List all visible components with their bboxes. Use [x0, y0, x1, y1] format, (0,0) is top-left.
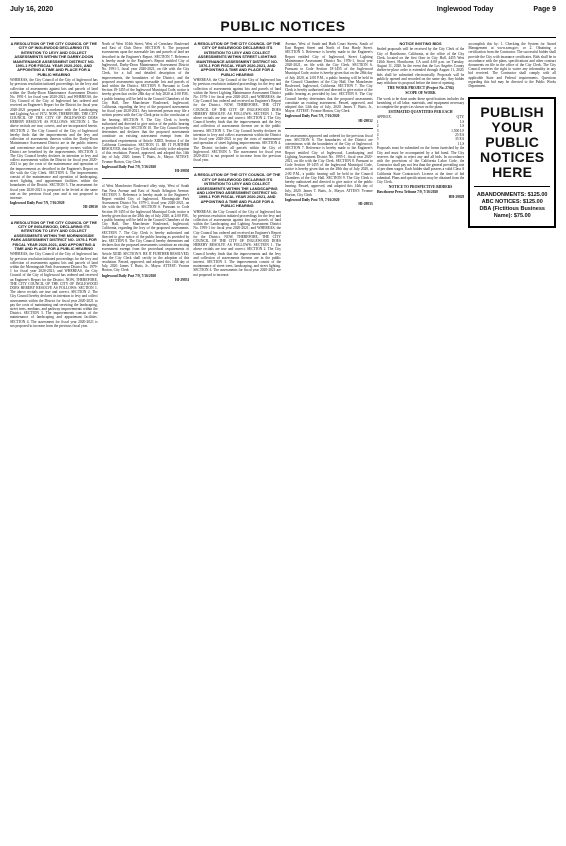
divider: [285, 128, 373, 129]
notice-darby-doon-cont: [102, 42, 190, 173]
notice-code: HI-29831: [174, 277, 190, 282]
publish-notices-ad: [468, 97, 556, 228]
notice-street-lighting-cont: [285, 42, 373, 123]
notice-inviting-bids: [377, 42, 465, 199]
column-3: [193, 42, 281, 842]
page-header: [10, 6, 556, 16]
bidders-heading: NOTICE TO PROSPECTIVE BIDDERS: [388, 185, 453, 190]
notice-body: of West Manchester Boulevard alley strip, West of South Van Ness Avenue and East of South Arlington Avenue. SECTION 5. Reference is hereby made to the Engineer's Report entitled City of Inglewood, Morningside Park Assessment District No. 1979-1, fiscal year 2020-2021, on file with the City Clerk. SECTION 6. Pursuant to Code Section 18-1455 of the Inglewood Municipal Code, notice is hereby given that on the 28th day of July 2020, at 2:00 P.M., a public hearing will be held in the Council Chambers of the City Hall, One Manchester Boulevard, Inglewood, California, regarding the levy of the proposed assessments. SECTION 7. The City Clerk is hereby authorized and directed to give notice of the public hearing as provided by law. SECTION 8. The City Council hereby determines and declares that the proposed assessments constitute an existing assessment exempt from the procedural requirements of Article XIIID. SECTION 9. BE IT FURTHER RESOLVED, that the City Clerk shall certify to the adoption of this resolution. Passed, approved, and adopted this 14th day of July, 2020. James T. Butts, Jr., Mayor. ATTEST: Yvonne Horton, City Clerk: [101, 184, 190, 273]
notice-publication: Hawthorne Press Tribune 7/9, 7/16/2020: [376, 190, 439, 195]
notice-code: HI-29830: [83, 205, 98, 210]
bid-schedule-table: [377, 115, 465, 146]
ad-line: PUBLISH: [480, 104, 544, 121]
notice-landscaping-cont: [285, 134, 373, 206]
price-item: ABANDONMENTS: $125.00: [476, 192, 548, 199]
notice-street-lighting: [193, 42, 281, 162]
notice-code: HI-29832: [358, 118, 373, 123]
price-item: DBA (Fictitious Business Name): $75.00: [479, 206, 545, 220]
column-2: [102, 42, 190, 842]
notice-columns: [10, 42, 556, 842]
notice-morningside-cont: [102, 184, 190, 282]
table-row: 5 35 EA: [376, 137, 465, 142]
publication-name: Inglewood Today: [436, 6, 494, 13]
notice-body: accomplish this by: 1. Checking the System for Award Management at www.sam.gov; or 2. Obtaining a certification from the Contractor. The successful bidder shall provide the City with insurance certificates. Bids shall be in accordance with the plans, specifications and other contract documents on file in the office of the City Clerk. The City Council reserves the right to waive any informality in any bid received. The Contractor shall comply with all applicable State and Federal requirements. Questions regarding this bid may be directed to the Public Works Department.: [468, 42, 556, 89]
notice-publication: Inglewood Daily Post 7/9, 7/16/2020: [285, 114, 340, 119]
price-list: [474, 186, 550, 220]
ad-line: HERE: [492, 164, 533, 181]
section-banner: PUBLIC NOTICES: [10, 16, 556, 38]
table-row: 6 1 LS: [376, 141, 465, 146]
notice-code: HI-29833: [358, 202, 373, 207]
schedule-title: ESTIMATED QUANTITIES PER EACH: [388, 110, 453, 115]
page-number: Page 9: [533, 6, 556, 13]
column-1: [10, 42, 98, 842]
notice-title: A RESOLUTION OF THE CITY COUNCIL OF THE CITY OF INGLEWOOD DECLARING ITS INTENTION TO LEVY AND COLLECT ASSESSMENTS WITHIN THE DARBY-DOON MAINTENANCE ASSESSMENT DISTRICT NO. 1991-1 FOR FISCAL YEAR 2020-2021, AND APPOINTING A TIME AND PLACE FOR A PUBLIC HEARING: [10, 42, 98, 77]
notice-body: North of West 104th Street, West of Crenshaw Boulevard and East of Club Drive. SECTION 6. The proposed assessments upon the assessable lots and parcels of land are described in the Engineer's Report. SECTION 7. Reference is hereby made to the Engineer's Report entitled City of Inglewood, Darby-Doon Maintenance Assessment District No. 1991-1, fiscal year 2020-2021, on file with the City Clerk, for a full and detailed description of the improvements, the boundaries of the District, and the proposed assessments upon assessable lots and parcels of land within the District. SECTION 8. Pursuant to Code Section 18-1455 of the Inglewood Municipal Code, notice is hereby given that on the 28th day of July 2020 at 2:00 P.M., a public hearing will be held in the Council Chambers of the City Hall, One Manchester Boulevard, Inglewood, California, regarding the levy of the proposed assessments for fiscal year 2020-2021. Any interested person may file a written protest with the City Clerk prior to the conclusion of the hearing. SECTION 9. The City Clerk is hereby authorized and directed to give notice of the public hearing as provided by law. SECTION 10. The City Council hereby determines and declares that the proposed assessments constitute an existing assessment exempt from the procedural requirements of Article XIIID, Section 4 of the California Constitution. SECTION 11. BE IT FURTHER RESOLVED, that the City Clerk shall certify to the adoption of this resolution. Passed, approved, and adopted this 14th day of July, 2020. James T. Butts, Jr., Mayor. ATTEST: Yvonne Horton, City Clerk: [101, 42, 190, 164]
notice-code: HI-29830: [174, 169, 190, 174]
table-row: APPROX. QTY.: [376, 115, 465, 120]
notice-body: Avenue, West of South and Hath Court Streets, South of East Regent Street and North of East Hardy Street. SECTION 5. Reference is hereby made to the Engineer's Report entitled City of Inglewood, Street Lighting Maintenance Assessment District No. 1976-1, fiscal year 2020-2021, on file with the City Clerk. SECTION 6. Pursuant to Code Section 18-1455 of the Inglewood Municipal Code, notice is hereby given that on the 28th day of July 2020, at 2:00 P.M., a public hearing will be held in the Council Chambers of the City Hall, One Manchester Boulevard, Inglewood, California. SECTION 7. The City Clerk is hereby authorized and directed to give notice of the public hearing as provided by law. SECTION 8. The City Council hereby determines that the proposed assessments constitute an existing assessment. Passed, approved, and adopted this 14th day of July, 2020. James T. Butts, Jr., Mayor. ATTEST: Yvonne Horton, City Clerk: [285, 42, 373, 114]
notice-body: Sealed proposals will be received by the City Clerk of the City of Hawthorne, California, at the office of the City Clerk, located on the first floor in City Hall, 4455 West 126th Street, Hawthorne, CA until 4:00 p.m. on Tuesday, August 11, 2020. In the event that the Los Angeles County shelter-in-place order is extended through August 11, 2020, bids shall be submitted electronically. Proposals will be publicly opened and recorded on the same day. Any bidder may withdraw its proposal before the time of opening.: [376, 47, 465, 86]
divider: [10, 215, 98, 216]
table-row: 2 LS: [376, 124, 465, 129]
column-5: [377, 42, 465, 842]
notice-body: the assessments approved and ordered for the previous fiscal year. SECTION 6. The boundaries of the District are coterminous with the boundaries of the City of Inglewood. SECTION 7. Reference is hereby made to the Engineer's Report entitled City of Inglewood, Landscaping and Lighting Assessment District No. 1995-1, fiscal year 2020-2021, on file with the City Clerk. SECTION 8. Pursuant to Code Section 18-1455 of the Inglewood Municipal Code, notice is hereby given that on the 28th day of July 2020, at 2:00 P.M., a public hearing will be held in the Council Chambers of the City Hall. SECTION 9. The City Clerk is hereby authorized and directed to give notice of the public hearing. Passed, approved, and adopted this 14th day of July, 2020. James T. Butts, Jr., Mayor. ATTEST: Yvonne Horton, City Clerk: [285, 133, 373, 197]
table-row: 1 LS: [376, 119, 465, 124]
notice-body: WHEREAS, the City Council of the City of Inglewood has by previous resolution initiated proceedings for the levy and collection of assessments against lots and parcels of land within the Morningside Park Assessment District No. 1979-1 for fiscal year 2020-2021; and WHEREAS, the City Council of the City of Inglewood has ordered and received an Engineer's Report for the District. NOW, THEREFORE, THE CITY COUNCIL OF THE CITY OF INGLEWOOD DOES HEREBY RESOLVE AS FOLLOWS: SECTION 1. The above recitals are true and correct. SECTION 2. The City Council hereby declares its intention to levy and collect assessments within the District for fiscal year 2020-2021 to pay the costs of maintaining and servicing the landscaping, street trees, medians, and parkway improvements within the District. SECTION 3. The improvements consist of the maintenance of landscaping and appurtenant facilities. SECTION 4. The assessment for fiscal year 2020-2021 is not proposed to increase from the previous fiscal year.: [10, 252, 98, 328]
scope-title: SCOPE OF WORK: [405, 91, 436, 96]
notice-title: A RESOLUTION OF THE CITY COUNCIL OF THE CITY OF INGLEWOOD DECLARING ITS INTENTION TO LEVY AND COLLECT ASSESSMENTS WITHIN THE LANDSCAPING AND LIGHTING ASSESSMENT DISTRICT NO. 1995-1 FOR FISCAL YEAR 2020-2021, AND APPOINTING A TIME AND PLACE FOR A PUBLIC HEARING: [193, 173, 281, 209]
notice-title: A RESOLUTION OF THE CITY COUNCIL OF THE CITY OF INGLEWOOD DECLARING ITS INTENTION TO LEVY AND COLLECT ASSESSMENTS WITHIN STREET LIGHTING MAINTENANCE ASSESSMENT DISTRICT NO. 1976-1 FOR FISCAL YEAR 2020-2021, AND APPOINTING A TIME AND PLACE FOR A PUBLIC HEARING: [193, 42, 281, 77]
column-4: [285, 42, 373, 842]
ad-line: NOTICES: [480, 149, 545, 166]
column-6: [468, 42, 556, 842]
ad-line: YOUR: [491, 119, 534, 136]
table-row: 4 25 EA: [376, 133, 465, 138]
notice-publication: Inglewood Daily Post 7/9, 7/16/2020: [101, 273, 157, 278]
divider: [193, 167, 281, 168]
notice-code: HH-29829: [448, 194, 465, 199]
notice-title: NOTICE INVITING BIDS: [399, 42, 442, 46]
notice-body: WHEREAS, the City Council of the City of Inglewood has by previous resolution initiated proceedings for the levy and collection of assessments against lots and parcels of land within the Landscaping and Lighting Assessment District No. 1995-1 for fiscal year 2020-2021; and WHEREAS, the City Council has ordered and received an Engineer's Report for the District. NOW, THEREFORE, THE CITY COUNCIL OF THE CITY OF INGLEWOOD DOES HEREBY RESOLVE AS FOLLOWS: SECTION 1. The above recitals are true and correct. SECTION 2. The City Council hereby finds that the improvements and the levy and collection of assessments thereon are in the public interest. SECTION 3. The improvements consist of the maintenance of street trees, landscaping, and street lighting. SECTION 4. The assessments for fiscal year 2020-2021 are not proposed to increase.: [193, 209, 282, 277]
notice-darby-doon: [10, 42, 98, 210]
table-row: 3 1,500 LF: [376, 128, 465, 133]
scope-body: The work to be done under these specifications includes the furnishing of all labor, materials, and equipment necessary to complete the project as shown on the plans.: [376, 96, 465, 110]
notice-landscaping: [193, 173, 281, 277]
notice-body: WHEREAS, the City Council of the City of Inglewood has by previous resolution initiated proceedings for the levy and collection of assessments against lots and parcels of land within the Street Lighting Maintenance Assessment District No. 1976-1 for fiscal year 2020-2021; and WHEREAS, the City Council has ordered and received an Engineer's Report for the District. NOW, THEREFORE, THE CITY COUNCIL OF THE CITY OF INGLEWOOD DOES HEREBY RESOLVE AS FOLLOWS: SECTION 1. The above recitals are true and correct. SECTION 2. The City Council hereby finds that the improvements and the levy and collection of assessments thereon are in the public interest. SECTION 3. The City Council hereby declares its intention to levy and collect assessments within the District for fiscal year 2020-2021 to pay the costs of maintenance and operation of street lighting improvements. SECTION 4. The District includes all parcels within the City of Inglewood. SECTION 5. The assessment for fiscal year 2020-2021 is not proposed to increase from the previous fiscal year.: [193, 78, 282, 163]
notice-publication: Inglewood Daily Post 7/9, 7/16/2020: [10, 201, 65, 206]
notice-title: A RESOLUTION OF THE CITY COUNCIL OF THE CITY OF INGLEWOOD, DECLARING ITS INTENTION TO LEVY AND COLLECT ASSESSMENTS WITHIN THE MORNINGSIDE PARK ASSESSMENT DISTRICT NO. 1979-1 FOR FISCAL YEAR 2020-2021, AND APPOINTING A TIME AND PLACE FOR A PUBLIC HEARING: [10, 220, 98, 251]
notice-morningside: [10, 221, 98, 329]
project-title: THE WORK PROJECT (Project No. 2704): [387, 86, 454, 91]
issue-date: July 16, 2020: [10, 6, 54, 13]
notice-body: WHEREAS, the City Council of the City of Inglewood has by previous resolution initiated proceedings for the levy and collection of assessments against lots and parcels of land within the Darby-Doon Maintenance Assessment District No. 1991-1 for fiscal year 2020-2021; and WHEREAS, the City Council of the City of Inglewood has ordered and received an Engineer's Report for the District for fiscal year 2020-2021 prepared in accordance with the Landscaping and Lighting Act of 1972. NOW, THEREFORE, THE CITY COUNCIL OF THE CITY OF INGLEWOOD DOES HEREBY RESOLVE AS FOLLOWS: SECTION 1. The above recitals are true, correct, and are incorporated herein. SECTION 2. The City Council of the City of Inglewood hereby finds that the improvements and the levy and collection of assessments thereon within the Darby-Doon Maintenance Assessment District are in the public interest and convenience and that the property owners within the District are benefited by the improvements. SECTION 3. The City Council hereby declares its intention to levy and collect assessments within the District for fiscal year 2020-2021 to pay the costs of the maintenance and operation of the improvements as described in the Engineer's Report on file with the City Clerk. SECTION 4. The improvements consist of the maintenance and operation of landscaping, street lighting, and appurtenant facilities within the boundaries of the District. SECTION 5. The assessment for fiscal year 2020-2021 is proposed to be levied at the same rate as the previous fiscal year and is not proposed to increase.: [10, 78, 98, 200]
ad-line: PUBLIC: [485, 134, 540, 151]
price-item: ABC NOTICES: $125.00: [481, 199, 543, 206]
notice-publication: Inglewood Daily Post 7/9, 7/16/2020: [285, 197, 340, 202]
divider: [102, 178, 190, 179]
notice-body-more: Proposals must be submitted on the forms furnished by the City and must be accompanied by a bid bond. The City reserves the right to reject any and all bids. In accordance with the provisions of the California Labor Code, the Contractor shall pay not less than the general prevailing rate of per diem wages. Each bidder shall possess a valid Class A California State Contractor's License at the time of bid submittal. Plans and specifications may be obtained from the City Clerk.: [376, 146, 465, 184]
notice-bid-cont: [468, 42, 556, 88]
notice-publication: Inglewood Daily Post 7/9, 7/16/2020: [101, 164, 157, 169]
